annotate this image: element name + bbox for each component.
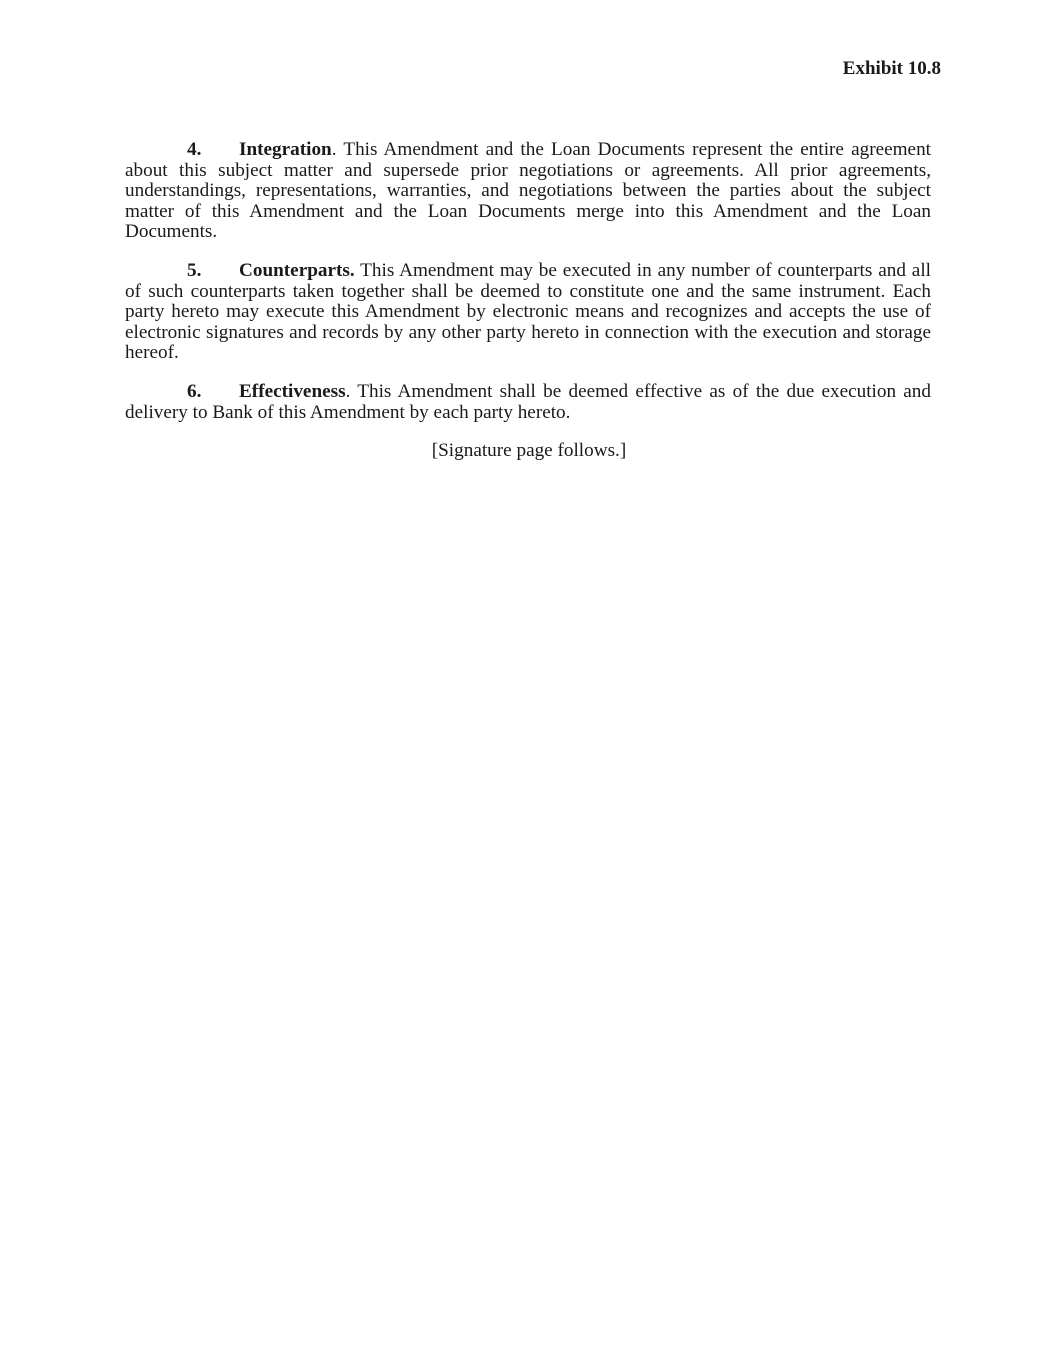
section-number: 5. (187, 259, 202, 281)
section-heading-punct: . (345, 380, 351, 402)
signature-page-note: [Signature page follows.] (431, 440, 627, 462)
section-heading: Integration (239, 139, 332, 160)
section-heading-punct: . (331, 139, 337, 160)
section-text: This Amendment and the Loan Documents represent the entire agreement about this subject matter and supersede prior negotiations or agreements. All prior agreements, understandings, representations, warranties, and negotiations between the parties about the subject matter of this Amendment and the Loan Documents merge into this Amendment and the Loan Documents. (125, 139, 931, 243)
section-text: This Amendment may be executed in any number of counterparts and all of such counterparts taken together shall be deemed to constitute one and the same instrument. Each party hereto may execute this Amendment by electronic means and recognizes and accepts the use of electronic signatures and records by any other party hereto in connection with the execution and storage hereof. (125, 259, 931, 364)
section-counterparts (125, 261, 931, 364)
section-integration (125, 140, 931, 243)
document-body (125, 140, 931, 481)
section-number: 6. (187, 380, 202, 402)
section-effectiveness (125, 382, 931, 423)
section-number: 4. (187, 139, 202, 160)
section-heading: Counterparts. (239, 259, 355, 281)
exhibit-label: Exhibit 10.8 (842, 58, 941, 79)
section-heading: Effectiveness (239, 380, 346, 402)
section-text: This Amendment shall be deemed effective as of the due execution and delivery to Bank of this Amendment by each party hereto. (125, 380, 931, 423)
